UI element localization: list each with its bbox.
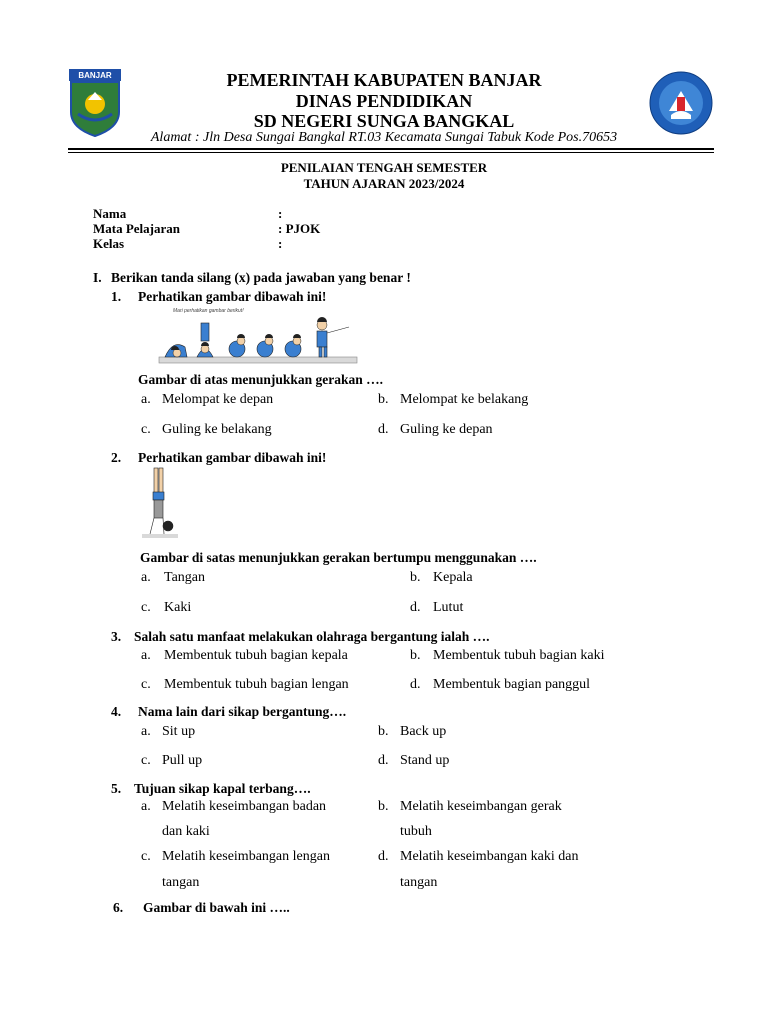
q2-option-b: Kepala <box>433 570 473 585</box>
q1-option-d-letter: d. <box>378 422 389 437</box>
q3-option-a-letter: a. <box>141 648 151 663</box>
q5-number: 5. <box>111 781 122 796</box>
q2-number: 2. <box>111 450 122 465</box>
q1-option-b: Melompat ke belakang <box>400 392 529 407</box>
q4-option-b-letter: b. <box>378 724 389 739</box>
q1-option-a-letter: a. <box>141 392 151 407</box>
q1-number: 1. <box>111 289 122 304</box>
header-line-1: PEMERINTAH KABUPATEN BANJAR <box>226 70 542 90</box>
q2-text: Perhatikan gambar dibawah ini! <box>138 450 327 465</box>
q3-option-c: Membentuk tubuh bagian lengan <box>164 677 349 692</box>
exam-year: TAHUN AJARAN 2023/2024 <box>303 176 465 191</box>
q2-option-d-letter: d. <box>410 600 421 615</box>
q3-number: 3. <box>111 629 122 644</box>
q5-option-a-line2: dan kaki <box>162 824 210 839</box>
q6-text: Gambar di bawah ini ….. <box>143 900 290 915</box>
header-line-2: DINAS PENDIDIKAN <box>295 91 473 111</box>
q5-option-a-letter: a. <box>141 799 151 814</box>
q3-option-b-letter: b. <box>410 648 421 663</box>
q4-option-c-letter: c. <box>141 753 151 768</box>
q2-option-a-letter: a. <box>141 570 151 585</box>
q5-option-b-line2: tubuh <box>400 824 432 839</box>
q2-option-c-letter: c. <box>141 600 151 615</box>
q3-option-a: Membentuk tubuh bagian kepala <box>164 648 348 663</box>
q4-option-c: Pull up <box>162 753 203 768</box>
section-instruction: Berikan tanda silang (x) pada jawaban yang benar ! <box>111 270 411 285</box>
header-rule-thin <box>68 152 714 153</box>
q3-option-c-letter: c. <box>141 677 151 692</box>
q2-prompt: Gambar di satas menunjukkan gerakan bertumpu menggunakan …. <box>140 550 537 565</box>
identity-value-kelas: : <box>278 236 283 251</box>
identity-label-mapel: Mata Pelajaran <box>93 221 181 236</box>
q6-number: 6. <box>113 900 124 915</box>
q1-image-caption: Mari perhatikan gambar berikut! <box>173 308 244 314</box>
header-line-3: SD NEGERI SUNGA BANGKAL <box>253 111 515 131</box>
header-rule-thick <box>68 148 714 150</box>
q3-option-b: Membentuk tubuh bagian kaki <box>433 648 605 663</box>
q1-option-a: Melompat ke depan <box>162 392 274 407</box>
q4-option-b: Back up <box>400 724 447 739</box>
q3-text: Salah satu manfaat melakukan olahraga bergantung ialah …. <box>134 629 490 644</box>
q5-option-a-line1: Melatih keseimbangan badan <box>162 799 327 814</box>
q4-option-a: Sit up <box>162 724 196 739</box>
q3-option-d: Membentuk bagian panggul <box>433 677 591 692</box>
q5-option-b-letter: b. <box>378 799 389 814</box>
q5-option-d-letter: d. <box>378 849 389 864</box>
q1-option-b-letter: b. <box>378 392 389 407</box>
logo-banjar-text: BANJAR <box>78 71 112 80</box>
q1-option-d: Guling ke depan <box>400 422 493 437</box>
q2-option-d: Lutut <box>433 600 464 615</box>
q5-option-c-line2: tangan <box>162 875 200 890</box>
section-number: I. <box>93 270 102 285</box>
q5-text: Tujuan sikap kapal terbang…. <box>134 781 311 796</box>
q4-number: 4. <box>111 704 122 719</box>
q5-option-d-line2: tangan <box>400 875 438 890</box>
q2-option-b-letter: b. <box>410 570 421 585</box>
q4-option-a-letter: a. <box>141 724 151 739</box>
q2-option-c: Kaki <box>164 600 192 615</box>
exam-title: PENILAIAN TENGAH SEMESTER <box>280 160 488 175</box>
q5-option-c-line1: Melatih keseimbangan lengan <box>162 849 330 864</box>
q4-text: Nama lain dari sikap bergantung…. <box>138 704 347 719</box>
header-address: Alamat : Jln Desa Sungai Bangkal RT.03 Kecamata Sungai Tabuk Kode Pos.70653 <box>150 130 618 145</box>
q1-option-c: Guling ke belakang <box>162 422 272 437</box>
identity-value-mapel: : PJOK <box>278 221 321 236</box>
forward-roll-illustration <box>157 305 361 369</box>
q5-option-b-line1: Melatih keseimbangan gerak <box>400 799 562 814</box>
handstand-illustration <box>140 466 180 542</box>
q4-option-d: Stand up <box>400 753 450 768</box>
q1-prompt: Gambar di atas menunjukkan gerakan …. <box>138 372 384 387</box>
q4-option-d-letter: d. <box>378 753 389 768</box>
q3-option-d-letter: d. <box>410 677 421 692</box>
identity-label-kelas: Kelas <box>93 236 125 251</box>
q5-option-d-line1: Melatih keseimbangan kaki dan <box>400 849 579 864</box>
q1-option-c-letter: c. <box>141 422 151 437</box>
q5-option-c-letter: c. <box>141 849 151 864</box>
identity-value-nama: : <box>278 206 283 221</box>
q1-text: Perhatikan gambar dibawah ini! <box>138 289 327 304</box>
q2-option-a: Tangan <box>164 570 206 585</box>
identity-label-nama: Nama <box>93 206 127 221</box>
